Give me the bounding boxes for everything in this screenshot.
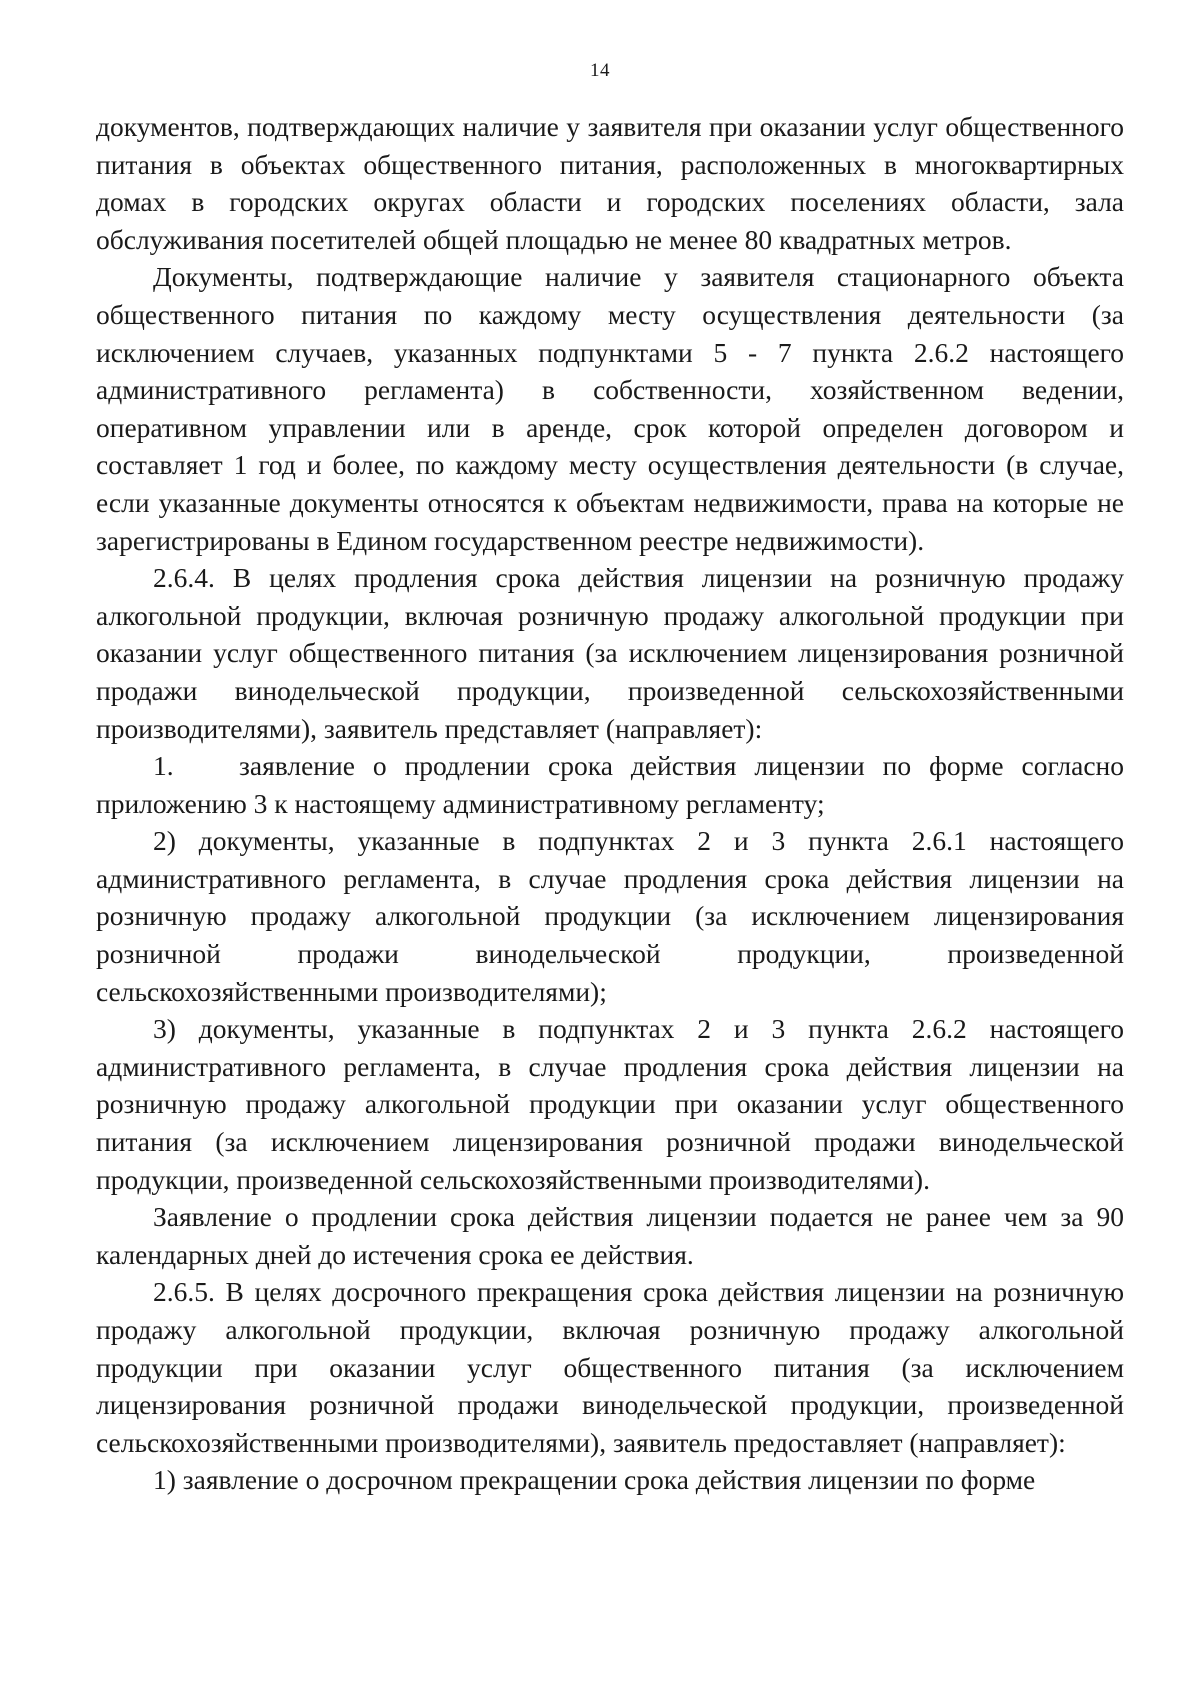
paragraph-2-6-4: 2.6.4. В целях продления срока действия лицензии на розничную продажу алкогольной продукции, включая розничную продажу алкогольной продукции при оказании услуг общественного питания (за исключением лицензирования розничной продажи винодельческой продукции, произведенной сельскохозяйственными производителями), заявитель представляет (направляет): (96, 562, 1124, 744)
paragraph-2-6-5: 2.6.5. В целях досрочного прекращения срока действия лицензии на розничную продажу алкогольной продукции, включая розничную продажу алкогольной продукции при оказании услуг общественного питания (за исключением лицензирования розничной продажи винодельческой продукции, произведенной сельскохозяйственными производителями), заявитель предоставляет (направляет): (96, 1276, 1124, 1458)
paragraph-2-6-4-item-3: 3) документы, указанные в подпунктах 2 и 3 пункта 2.6.2 настоящего административного регламента, в случае продления срока действия лицензии на розничную продажу алкогольной продукции при оказании услуг общественного питания (за исключением лицензирования розничной продажи винодельческой продукции, произведенной сельскохозяйственными производителями). (96, 1013, 1124, 1195)
item-number: 1. (153, 750, 174, 782)
document-body (96, 108, 1124, 1499)
paragraph-continuation: документов, подтверждающих наличие у заявителя при оказании услуг общественного питания в объектах общественного питания, расположенных в многоквартирных домах в городских округах области и городских поселениях области, зала обслуживания посетителей общей площадью не менее 80 квадратных метров. (96, 111, 1124, 255)
paragraph-application-deadline: Заявление о продлении срока действия лицензии подается не ранее чем за 90 календарных дней до истечения срока ее действия. (96, 1201, 1124, 1270)
paragraph-documents: Документы, подтверждающие наличие у заявителя стационарного объекта общественного питания по каждому месту осуществления деятельности (за исключением случаев, указанных подпунктами 5 - 7 пункта 2.6.2 настоящего административного регламента) в собственности, хозяйственном ведении, оперативном управлении или в аренде, срок которой определен договором и составляет 1 год и более, по каждому месту осуществления деятельности (в случае, если указанные документы относятся к объектам недвижимости, права на которые не зарегистрированы в Едином государственном реестре недвижимости). (96, 261, 1124, 556)
paragraph-2-6-5-item-1: 1) заявление о досрочном прекращении срока действия лицензии по форме (153, 1464, 1036, 1496)
page-number: 14 (590, 60, 610, 81)
item-text: заявление о продлении срока действия лицензии по форме согласно приложению 3 к настоящему административному регламенту; (96, 750, 1124, 819)
paragraph-2-6-4-item-1 (96, 747, 1124, 822)
paragraph-2-6-4-item-2: 2) документы, указанные в подпунктах 2 и 3 пункта 2.6.1 настоящего административного регламента, в случае продления срока действия лицензии на розничную продажу алкогольной продукции (за исключением лицензирования розничной продажи винодельческой продукции, произведенной сельскохозяйственными производителями); (96, 825, 1124, 1007)
